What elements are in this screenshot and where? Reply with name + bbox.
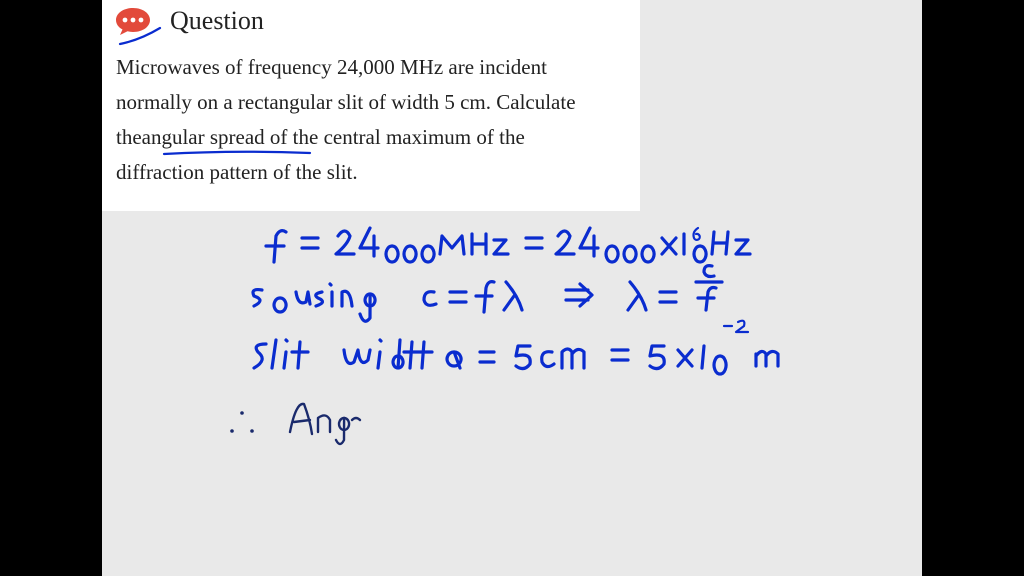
question-line: normally on a rectangular slit of width 5 cm. Calculate — [116, 90, 576, 114]
question-line: diffraction pattern of the slit. — [116, 160, 358, 184]
question-line: Microwaves of frequency 24,000 MHz are incident — [116, 55, 547, 79]
question-line: theangular spread of the central maximum of the — [116, 125, 525, 149]
question-text — [116, 50, 636, 190]
speech-bubble-icon — [114, 6, 152, 36]
question-title: Question — [170, 6, 264, 35]
question-card — [102, 0, 640, 211]
